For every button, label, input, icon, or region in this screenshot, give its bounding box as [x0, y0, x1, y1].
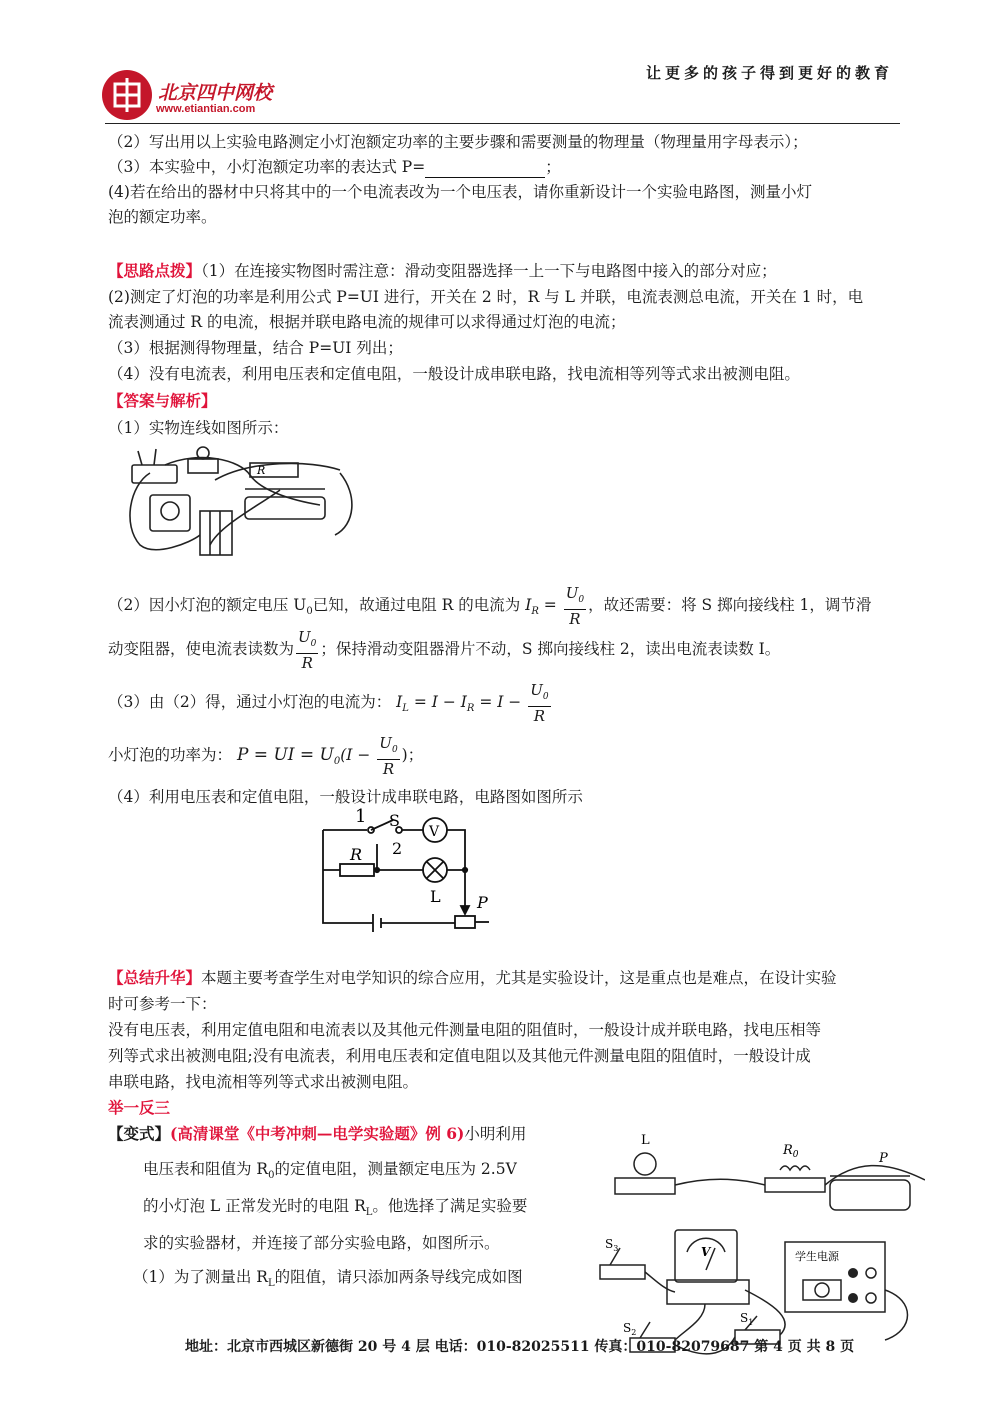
apparatus-label-p: P: [879, 1151, 888, 1166]
variant-line-4: 求的实验器材，并连接了部分实验电路，如图所示。: [143, 1234, 500, 1252]
summary-tag: 【总结升华】: [108, 968, 202, 987]
answer-3-line-2: 小灯泡的功率为： P = UI = $U_0(I$ − $\frac{U_0}{R}$ )；: [108, 734, 424, 778]
question-3: （3）本实验中，小灯泡额定功率的表达式 P= ；: [108, 158, 561, 176]
hint-line-4: （3）根据测得物理量，结合 P=UI 列出；: [108, 339, 403, 357]
answer-blank: [425, 163, 545, 178]
apparatus-label-v: V: [701, 1245, 711, 1259]
fraction-u0-over-r: $\frac{U_0}{R}$: [298, 628, 317, 672]
logo-icon: [102, 70, 152, 120]
hint-tag: 【思路点拨】: [108, 261, 202, 280]
hint-line-5: （4）没有电流表，利用电压表和定值电阻，一般设计成串联电路，找电流相等列等式求出被测电阻。: [108, 365, 800, 383]
circuit-label-2: 2: [392, 839, 403, 858]
summary-line-3: 没有电压表，利用定值电阻和电流表以及其他元件测量电阻的阻值时，一般设计成并联电路，找电压相等: [108, 1021, 822, 1039]
question-4-line-2: 泡的额定功率。: [108, 208, 217, 226]
header-slogan: 让更多的孩子得到更好的教育: [645, 64, 893, 82]
answer-1: （1）实物连线如图所示：: [108, 419, 289, 437]
section-title: 举一反三: [108, 1098, 171, 1117]
summary-line-2: 时可参考一下：: [108, 995, 217, 1013]
apparatus-label-s3: $S_3$: [605, 1237, 619, 1253]
circuit-label-p: P: [477, 893, 488, 912]
fraction-u0-over-r: $\frac{U_0}{R}$: [530, 681, 549, 725]
circuit-diagram: [315, 808, 515, 933]
question-4-line-1: (4)若在给出的器材中只将其中的一个电流表改为一个电压表，请你重新设计一个实验电路图，测量小灯: [108, 183, 812, 201]
variant-line-3: 的小灯泡 L 正常发光时的电阻 $R_L$。他选择了满足实验要: [143, 1197, 528, 1219]
variant-line-5: （1）为了测量出 $R_L$的阻值，请只添加两条导线完成如图: [133, 1268, 523, 1290]
summary-line-4: 列等式求出被测电阻;没有电流表，利用电压表和定值电阻以及其他元件测量电阻的阻值时，一般设计成: [108, 1047, 811, 1065]
circuit-label-s: S: [389, 811, 400, 830]
fraction-u0-over-r: $\frac{U_0}{R}$: [379, 734, 398, 778]
apparatus-label-s2: $S_2$: [623, 1321, 637, 1337]
hint-line-3: 流表测通过 R 的电流，根据并联电路电流的规律可以求得通过灯泡的电流；: [108, 313, 626, 331]
logo-text: 北京四中网校: [158, 82, 273, 104]
header-divider: [105, 123, 900, 124]
answer-4: （4）利用电压表和定值电阻，一般设计成串联电路，电路图如图所示: [108, 788, 583, 806]
answer-tag: 【答案与解析】: [108, 391, 217, 410]
fraction-u0-over-r: $\frac{U_0}{R}$: [565, 584, 585, 628]
answer-2-line-2: 动变阻器，使电流表读数为 $\frac{U_0}{R}$ ；保持滑动变阻器滑片不动，S 掷向接线柱 2，读出电流表读数 I。: [108, 628, 781, 672]
hint-line-2: (2)测定了灯泡的功率是利用公式 P=UI 进行，开关在 2 时，R 与 L 并联，电流表测总电流，开关在 1 时，电: [108, 288, 864, 306]
hint-line-1: 【思路点拨】（1）在连接实物图时需注意：滑动变阻器选择一上一下与电路图中接入的部分对应；: [108, 261, 777, 280]
answer-2-line-1: （2）因小灯泡的额定电压 $U_0$已知，故通过电阻 R 的电流为 $I_R$ = $\frac{U_0}{R}$ ，故还需要：将 S 掷向接线柱 1，调节滑: [108, 584, 872, 628]
variant-line-1: 【变式】(高清课堂《中考冲刺—电学实验题》例 6)小明利用: [108, 1124, 527, 1143]
summary-line-1: 【总结升华】本题主要考查学生对电学知识的综合应用，尤其是实验设计，这是重点也是难点，在设计实验: [108, 968, 837, 987]
circuit-label-1: 1: [355, 808, 367, 827]
answer-3-line-1: （3）由（2）得，通过小灯泡的电流为： $I_L = I - I_R = I$ − $\frac{U_0}{R}$: [108, 681, 549, 725]
footer-text: 地址：北京市西城区新德街 20 号 4 层 电话：010-82025511 传真：010-82079687 第 4 页 共 8 页: [185, 1339, 855, 1355]
power-supply-label: 学生电源: [795, 1250, 839, 1263]
circuit-label-l: L: [430, 887, 441, 906]
summary-line-5: 串联电路，找电流相等列等式求出被测电阻。: [108, 1073, 419, 1091]
apparatus-label-r0: $R_0$: [783, 1143, 799, 1160]
circuit-label-v: V: [429, 824, 440, 840]
question-2: （2）写出用以上实验电路测定小灯泡额定功率的主要步骤和需要测量的物理量（物理量用字母表示）；: [108, 133, 808, 151]
apparatus-label-s1: $S_1$: [740, 1311, 754, 1327]
wiring-diagram-1: [120, 445, 360, 563]
logo-url: www.etiantian.com: [156, 103, 256, 115]
apparatus-label-l: L: [641, 1133, 650, 1148]
variant-line-2: 电压表和阻值为 $R_0$的定值电阻，测量额定电压为 2.5V: [143, 1160, 517, 1182]
wiring-label-r: R: [257, 464, 266, 477]
circuit-label-r: R: [350, 845, 363, 864]
